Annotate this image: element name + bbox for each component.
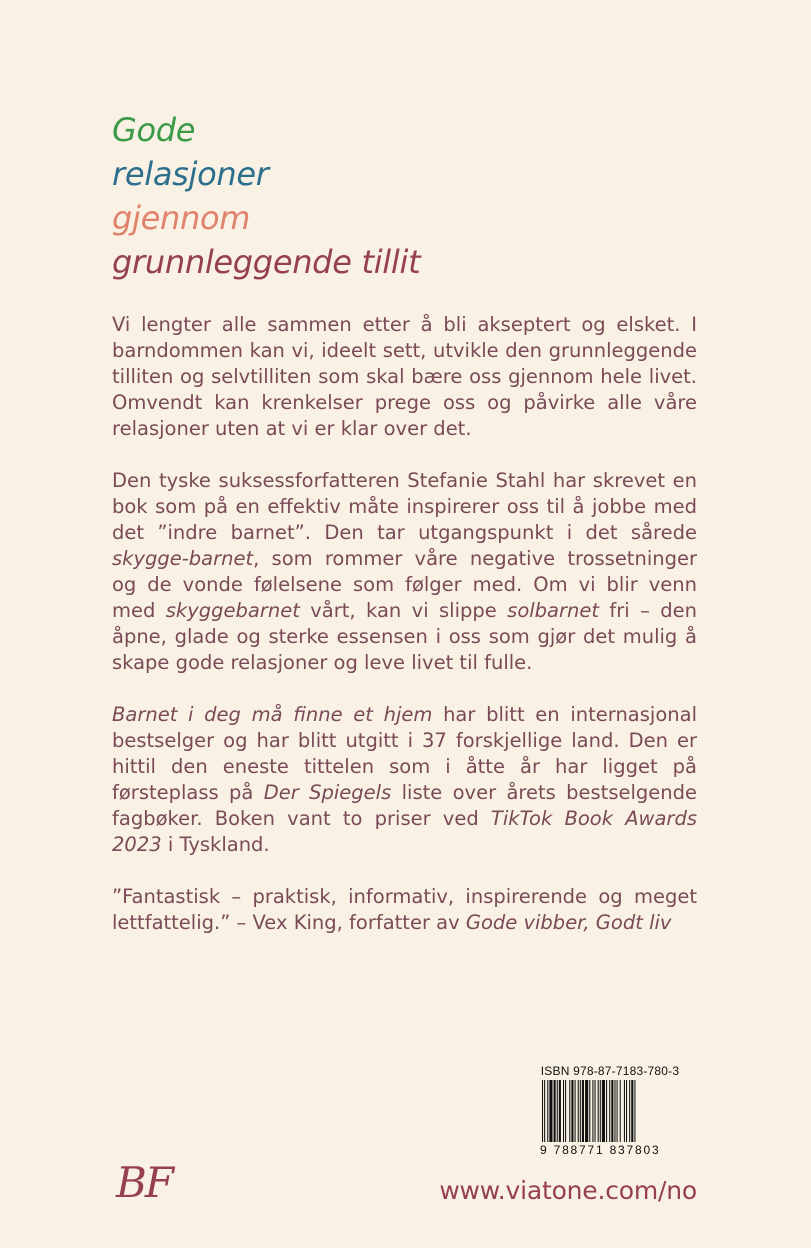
p3-text-d: liste over årets bestselgende fagbøker. Boken vant to priser ved (112, 781, 698, 830)
headline-line-2: relasjoner (112, 155, 269, 193)
barcode-icon (540, 1080, 680, 1142)
isbn-label: ISBN 978-87-7183-780-3 (540, 1064, 680, 1078)
p2-text-g: fri – den åpne, glade og sterke essensen i oss som gjør det mulig å skape gode relasjoner og leve livet til fulle. (112, 599, 697, 674)
headline-line-3: gjennom (112, 199, 251, 237)
isbn-barcode-block (540, 1064, 680, 1157)
paragraph-3 (112, 702, 697, 858)
headline-line-4: grunnleggende tillit (112, 243, 421, 281)
publisher-logo: BF (116, 1158, 173, 1207)
isbn-digits: 9 788771 837803 (540, 1143, 661, 1157)
paragraph-2 (112, 468, 697, 676)
p2-italic-solbarnet: solbarnet (507, 599, 600, 622)
p2-text-a: Den tyske suksessforfatteren Stefanie Stahl har skrevet en bok som på en effektiv måte inspirerer oss til å jobbe med det ”indre barnet”. Den tar utgangspunkt i det sårede (112, 469, 697, 544)
p4-text-a: ”Fantastisk – praktisk, informativ, inspirerende og meget lettfattelig.” – Vex King, forfatter av (112, 885, 697, 934)
p2-italic-skygge-barnet: skygge-barnet (112, 547, 254, 570)
p3-text-b: har blitt en internasjonal bestselger og har blitt utgitt i 37 forskjellige land. Den er hittil den eneste tittelen som i åtte år har ligget på førsteplass på (112, 703, 697, 804)
p2-italic-skyggebarnet: skyggebarnet (165, 599, 300, 622)
paragraph-4-quote (112, 884, 697, 936)
p3-italic-title: Barnet i deg må finne et hjem (112, 703, 433, 726)
blurb (112, 312, 697, 962)
p2-text-e: vårt, kan vi slippe (299, 599, 508, 622)
p3-text-f: i Tyskland. (161, 833, 270, 856)
headline-line-1: Gode (112, 111, 196, 149)
p2-text-c: , som rommer våre negative trossetninger og de vonde følelsene som følger med. Om vi blir venn med (112, 547, 697, 622)
p4-italic-book-title: Gode vibber, Godt liv (465, 911, 672, 934)
headline (112, 108, 420, 284)
p3-italic-der-spiegels: Der Spiegels (263, 781, 392, 804)
website-url: www.viatone.com/no (439, 1176, 697, 1205)
p3-italic-tiktok-awards: TikTok Book Awards 2023 (112, 807, 697, 856)
paragraph-1: Vi lengter alle sammen etter å bli akseptert og elsket. I barndommen kan vi, ideelt sett, utvikle den grunnleggende tilliten og selvtilliten som skal bære oss gjennom hele livet. Omvendt kan krenkelser prege oss og påvirke alle våre relasjoner uten at vi er klar over det. (112, 313, 697, 440)
